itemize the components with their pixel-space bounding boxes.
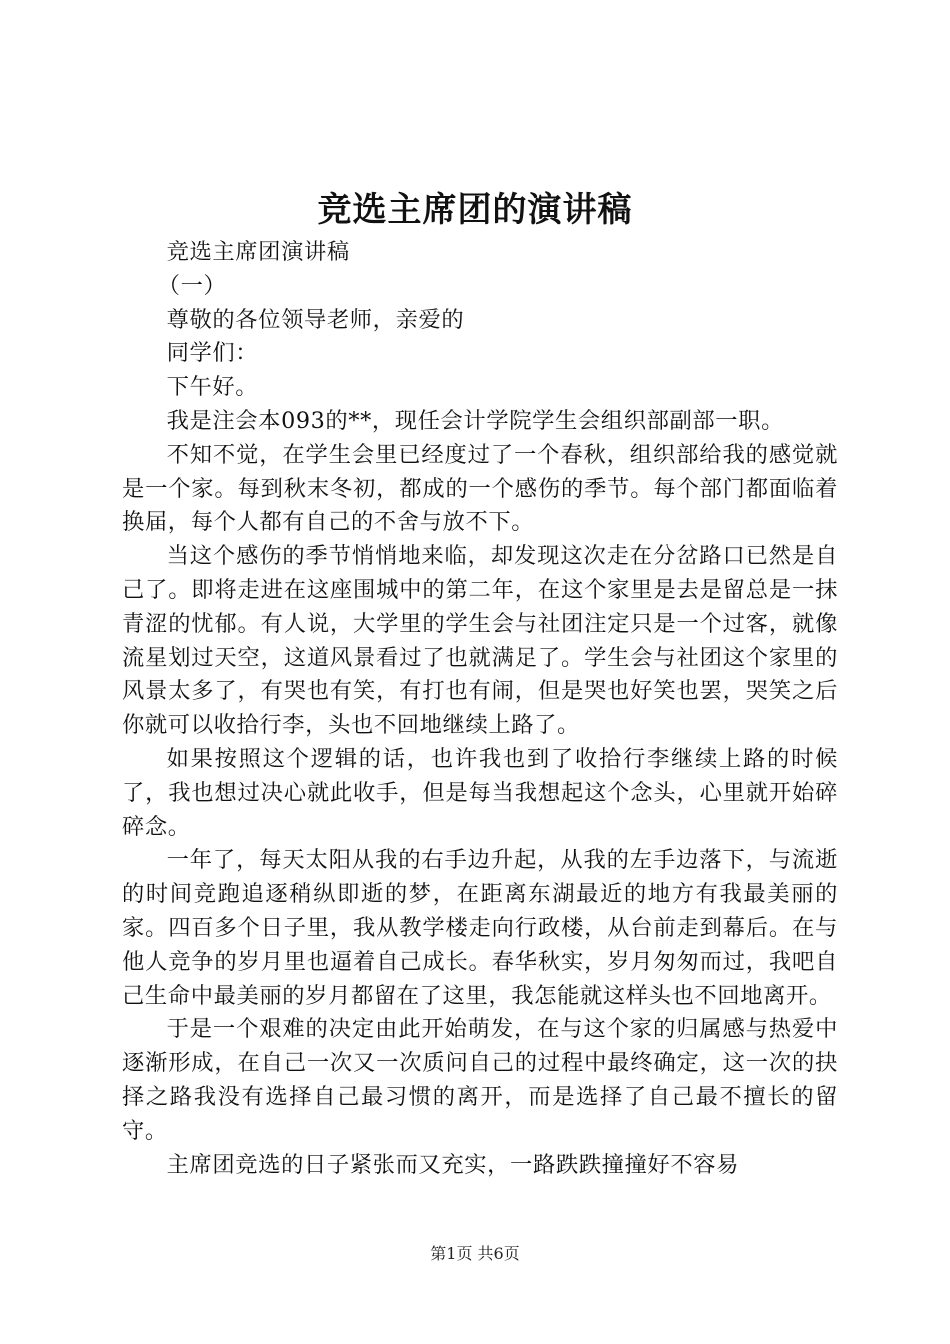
document-title: 竞选主席团的演讲稿 [317,190,633,230]
paragraph: 竞选主席团演讲稿 [166,239,350,265]
paragraph: 下午好。 [166,374,259,401]
document-body [122,236,838,1182]
paragraph: 不知不觉，在学生会里已经度过了一个春秋，组织部给我的感觉就是一个家。每到秋末冬初，都成的一个感伤的季节。每个部门都面临着换届，每个人都有自己的不舍与放不下。 [122,441,838,536]
paragraph: 我是注会本093的**，现任会计学院学生会组织部副部一职。 [166,407,784,434]
page-footer: 第1页 共6页 [430,1244,520,1263]
paragraph: 主席团竞选的日子紧张而又充实，一路跌跌撞撞好不容易 [166,1151,740,1178]
paragraph: 一年了，每天太阳从我的右手边升起，从我的左手边落下，与流逝的时间竞跑追逐稍纵即逝的梦，在距离东湖最近的地方有我最美丽的家。四百多个日子里，我从教学楼走向行政楼，从台前走到幕后。在与他人竞争的岁月里也逼着自己成长。春华秋实，岁月匆匆而过，我吧自己生命中最美丽的岁月都留在了这里，我怎能就这样头也不回地离开。 [122,847,838,1009]
paragraph: 尊敬的各位领导老师，亲爱的 [166,306,465,333]
paragraph: 如果按照这个逻辑的话，也许我也到了收拾行李继续上路的时候了，我也想过决心就此收手，但是每当我想起这个念头，心里就开始碎碎念。 [122,745,838,840]
paragraph: （一） [157,272,227,299]
paragraph: 当这个感伤的季节悄悄地来临，却发现这次走在分岔路口已然是自己了。即将走进在这座围城中的第二年，在这个家里是去是留总是一抹青涩的忧郁。有人说，大学里的学生会与社团注定只是一个过客，就像流星划过天空，这道风景看过了也就满足了。学生会与社团这个家里的风景太多了，有哭也有笑，有打也有闹，但是哭也好笑也罢，哭笑之后你就可以收拾行李，头也不回地继续上路了。 [122,543,838,739]
paragraph: 同学们： [166,340,259,367]
paragraph: 于是一个艰难的决定由此开始萌发，在与这个家的归属感与热爱中逐渐形成，在自己一次又一次质问自己的过程中最终确定，这一次的抉择之路我没有选择自己最习惯的离开，而是选择了自己最不擅长的留守。 [122,1016,838,1144]
